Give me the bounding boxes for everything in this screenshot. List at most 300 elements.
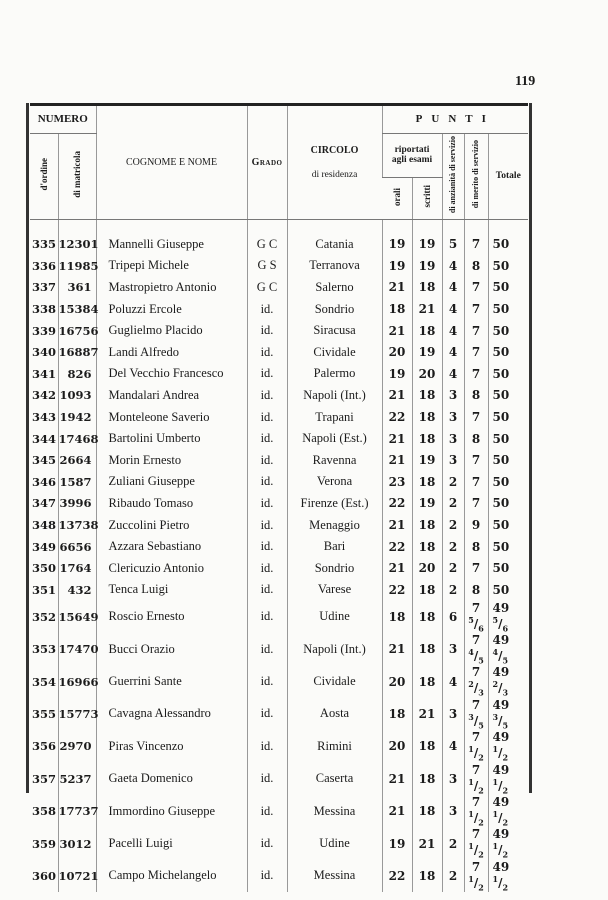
cell-matricola: 1942 — [58, 406, 96, 428]
cell-matricola: 12301 — [58, 219, 96, 255]
cell-grado: id. — [247, 341, 287, 363]
cell-matricola: 13738 — [58, 514, 96, 536]
page-number: 119 — [515, 74, 536, 89]
cell-nome: Zuccolini Pietro — [96, 514, 247, 536]
cell-orali: 22 — [382, 406, 412, 428]
cell-circolo: Ravenna — [287, 449, 382, 471]
cell-ordine: 343 — [32, 410, 57, 425]
cell-totale: 49 $^1/_2$ — [488, 730, 528, 762]
header-circolo — [287, 106, 382, 219]
cell-scritti: 19 — [412, 255, 442, 277]
cell-anzianita: 2 — [442, 579, 464, 601]
cell-ordine: 348 — [32, 518, 57, 533]
table-row — [30, 493, 528, 515]
cell-totale: 50 — [488, 579, 528, 601]
cell-scritti: 19 — [412, 449, 442, 471]
cell-ordine: 346 — [32, 474, 57, 489]
cell-nome: Del Vecchio Francesco — [96, 363, 247, 385]
cell-anzianita: 4 — [442, 730, 464, 762]
cell-anzianita: 4 — [442, 277, 464, 299]
cell-orali: 20 — [382, 665, 412, 697]
cell-anzianita: 4 — [442, 665, 464, 697]
cell-matricola: 2664 — [58, 449, 96, 471]
cell-matricola: 16756 — [58, 320, 96, 342]
cell-grado: G C — [247, 219, 287, 255]
cell-merito: 7 — [464, 406, 488, 428]
cell-orali: 21 — [382, 514, 412, 536]
cell-scritti: 21 — [412, 698, 442, 730]
cell-merito: 7 $^1/_2$ — [464, 763, 488, 795]
table-row — [30, 406, 528, 428]
cell-scritti: 18 — [412, 385, 442, 407]
cell-matricola: 3996 — [58, 493, 96, 515]
cell-matricola: 10721 — [58, 860, 96, 892]
cell-matricola: 16966 — [58, 665, 96, 697]
cell-ordine: 341 — [32, 366, 57, 381]
cell-totale: 50 — [488, 385, 528, 407]
cell-anzianita: 2 — [442, 471, 464, 493]
cell-nome: Tenca Luigi — [96, 579, 247, 601]
cell-merito: 8 — [464, 579, 488, 601]
cell-anzianita: 4 — [442, 298, 464, 320]
cell-circolo: Varese — [287, 579, 382, 601]
table-row — [30, 795, 528, 827]
cell-circolo: Udine — [287, 827, 382, 859]
cell-scritti: 18 — [412, 860, 442, 892]
cell-totale: 50 — [488, 449, 528, 471]
header-grado: Grado — [247, 106, 287, 219]
cell-orali: 20 — [382, 730, 412, 762]
header-circolo-title: CIRCOLO — [310, 144, 359, 156]
cell-merito: 8 — [464, 385, 488, 407]
cell-scritti: 18 — [412, 633, 442, 665]
cell-grado: id. — [247, 763, 287, 795]
table-row — [30, 601, 528, 633]
cell-merito: 7 — [464, 298, 488, 320]
cell-ordine: 337 — [32, 280, 57, 295]
cell-nome: Immordino Giuseppe — [96, 795, 247, 827]
header-scritti: scritti — [412, 177, 442, 219]
cell-ordine: 339 — [32, 323, 57, 338]
cell-grado: id. — [247, 579, 287, 601]
cell-ordine: 352 — [32, 609, 57, 624]
cell-ordine: 359 — [32, 836, 57, 851]
table-row — [30, 385, 528, 407]
cell-anzianita: 4 — [442, 341, 464, 363]
cell-orali: 19 — [382, 255, 412, 277]
cell-anzianita: 2 — [442, 860, 464, 892]
cell-merito: 8 — [464, 255, 488, 277]
cell-ordine: 344 — [32, 431, 57, 446]
cell-scritti: 18 — [412, 406, 442, 428]
cell-ordine: 354 — [32, 674, 57, 689]
cell-circolo: Verona — [287, 471, 382, 493]
cell-circolo: Aosta — [287, 698, 382, 730]
cell-anzianita: 2 — [442, 557, 464, 579]
header-cognome-nome: COGNOME E NOME — [96, 106, 247, 219]
cell-ordine: 347 — [32, 496, 57, 511]
header-orali: orali — [382, 177, 412, 219]
cell-nome: Tripepi Michele — [96, 255, 247, 277]
table-row — [30, 428, 528, 450]
header-residenza: di residenza — [311, 169, 358, 180]
cell-anzianita: 3 — [442, 698, 464, 730]
cell-orali: 22 — [382, 579, 412, 601]
cell-matricola: 16887 — [58, 341, 96, 363]
cell-matricola: 3012 — [58, 827, 96, 859]
cell-anzianita: 3 — [442, 406, 464, 428]
cell-circolo: Bari — [287, 536, 382, 558]
cell-totale: 50 — [488, 536, 528, 558]
cell-grado: G C — [247, 277, 287, 299]
cell-grado: id. — [247, 633, 287, 665]
cell-scritti: 19 — [412, 219, 442, 255]
cell-totale: 49 $^3/_5$ — [488, 698, 528, 730]
cell-grado: id. — [247, 665, 287, 697]
cell-anzianita: 5 — [442, 219, 464, 255]
cell-anzianita: 4 — [442, 255, 464, 277]
cell-totale: 49 $^4/_5$ — [488, 633, 528, 665]
cell-circolo: Palermo — [287, 363, 382, 385]
cell-merito: 7 — [464, 363, 488, 385]
cell-merito: 7 $^1/_2$ — [464, 730, 488, 762]
cell-matricola: 2970 — [58, 730, 96, 762]
cell-orali: 21 — [382, 633, 412, 665]
table-row — [30, 514, 528, 536]
table-row — [30, 730, 528, 762]
table-row — [30, 298, 528, 320]
cell-nome: Monteleone Saverio — [96, 406, 247, 428]
cell-anzianita: 4 — [442, 320, 464, 342]
cell-anzianita: 2 — [442, 493, 464, 515]
cell-orali: 21 — [382, 557, 412, 579]
cell-orali: 18 — [382, 601, 412, 633]
cell-merito: 7 — [464, 320, 488, 342]
cell-merito: 7 $^3/_5$ — [464, 698, 488, 730]
cell-totale: 49 $^1/_2$ — [488, 763, 528, 795]
cell-scritti: 18 — [412, 471, 442, 493]
cell-ordine: 356 — [32, 739, 57, 754]
cell-grado: id. — [247, 471, 287, 493]
cell-merito: 7 $^4/_5$ — [464, 633, 488, 665]
cell-merito: 7 — [464, 493, 488, 515]
cell-grado: id. — [247, 860, 287, 892]
cell-totale: 50 — [488, 255, 528, 277]
cell-orali: 21 — [382, 449, 412, 471]
cell-circolo: Messina — [287, 860, 382, 892]
cell-scritti: 18 — [412, 579, 442, 601]
cell-grado: id. — [247, 827, 287, 859]
cell-matricola: 361 — [58, 277, 96, 299]
cell-circolo: Rimini — [287, 730, 382, 762]
table-row — [30, 277, 528, 299]
cell-totale: 49 $^5/_6$ — [488, 601, 528, 633]
cell-circolo: Sondrio — [287, 298, 382, 320]
cell-matricola: 15649 — [58, 601, 96, 633]
cell-anzianita: 3 — [442, 428, 464, 450]
cell-grado: id. — [247, 493, 287, 515]
table-row — [30, 579, 528, 601]
cell-grado: id. — [247, 363, 287, 385]
table-row — [30, 557, 528, 579]
cell-orali: 19 — [382, 219, 412, 255]
cell-totale: 50 — [488, 219, 528, 255]
cell-orali: 19 — [382, 827, 412, 859]
cell-nome: Piras Vincenzo — [96, 730, 247, 762]
cell-scritti: 18 — [412, 665, 442, 697]
cell-scritti: 18 — [412, 763, 442, 795]
cell-scritti: 18 — [412, 601, 442, 633]
cell-merito: 7 $^5/_6$ — [464, 601, 488, 633]
cell-ordine: 336 — [32, 258, 57, 273]
cell-circolo: Salerno — [287, 277, 382, 299]
cell-scritti: 21 — [412, 298, 442, 320]
cell-ordine: 345 — [32, 453, 57, 468]
cell-scritti: 19 — [412, 493, 442, 515]
cell-grado: id. — [247, 698, 287, 730]
cell-orali: 21 — [382, 795, 412, 827]
cell-orali: 21 — [382, 277, 412, 299]
cell-circolo: Udine — [287, 601, 382, 633]
cell-nome: Poluzzi Ercole — [96, 298, 247, 320]
cell-orali: 21 — [382, 763, 412, 795]
cell-circolo: Menaggio — [287, 514, 382, 536]
cell-scritti: 20 — [412, 363, 442, 385]
cell-totale: 49 $^1/_2$ — [488, 827, 528, 859]
table-row — [30, 219, 528, 255]
cell-ordine: 335 — [32, 237, 57, 252]
cell-nome: Clericuzio Antonio — [96, 557, 247, 579]
cell-totale: 50 — [488, 341, 528, 363]
cell-circolo: Cividale — [287, 341, 382, 363]
cell-nome: Ribaudo Tomaso — [96, 493, 247, 515]
cell-nome: Roscio Ernesto — [96, 601, 247, 633]
cell-totale: 49 $^1/_2$ — [488, 860, 528, 892]
cell-circolo: Sondrio — [287, 557, 382, 579]
table-row — [30, 860, 528, 892]
cell-circolo: Napoli (Int.) — [287, 385, 382, 407]
cell-ordine: 351 — [32, 582, 57, 597]
cell-anzianita: 3 — [442, 633, 464, 665]
cell-orali: 20 — [382, 341, 412, 363]
cell-totale: 50 — [488, 514, 528, 536]
cell-grado: id. — [247, 557, 287, 579]
cell-anzianita: 6 — [442, 601, 464, 633]
cell-scritti: 19 — [412, 341, 442, 363]
cell-anzianita: 3 — [442, 763, 464, 795]
cell-circolo: Cividale — [287, 665, 382, 697]
table-row — [30, 633, 528, 665]
cell-matricola: 5237 — [58, 763, 96, 795]
cell-matricola: 17470 — [58, 633, 96, 665]
cell-ordine: 338 — [32, 302, 57, 317]
cell-orali: 21 — [382, 385, 412, 407]
table-row — [30, 665, 528, 697]
cell-matricola: 1093 — [58, 385, 96, 407]
cell-grado: id. — [247, 406, 287, 428]
table-row — [30, 471, 528, 493]
cell-scritti: 21 — [412, 827, 442, 859]
cell-totale: 50 — [488, 428, 528, 450]
table-row — [30, 341, 528, 363]
cell-grado: G S — [247, 255, 287, 277]
cell-merito: 9 — [464, 514, 488, 536]
cell-anzianita: 2 — [442, 827, 464, 859]
cell-matricola: 15773 — [58, 698, 96, 730]
cell-orali: 18 — [382, 298, 412, 320]
cell-matricola: 1764 — [58, 557, 96, 579]
cell-matricola: 11985 — [58, 255, 96, 277]
cell-circolo: Messina — [287, 795, 382, 827]
cell-merito: 7 $^1/_2$ — [464, 795, 488, 827]
cell-ordine: 353 — [32, 642, 57, 657]
cell-nome: Guglielmo Placido — [96, 320, 247, 342]
cell-ordine: 349 — [32, 539, 57, 554]
cell-nome: Gaeta Domenico — [96, 763, 247, 795]
cell-ordine: 340 — [32, 345, 57, 360]
cell-ordine: 357 — [32, 771, 57, 786]
cell-matricola: 6656 — [58, 536, 96, 558]
table-row — [30, 763, 528, 795]
cell-merito: 7 — [464, 277, 488, 299]
cell-grado: id. — [247, 428, 287, 450]
cell-circolo: Catania — [287, 219, 382, 255]
cell-anzianita: 2 — [442, 514, 464, 536]
cell-orali: 22 — [382, 536, 412, 558]
header-totale: Totale — [488, 133, 528, 219]
cell-anzianita: 2 — [442, 536, 464, 558]
cell-circolo: Napoli (Int.) — [287, 633, 382, 665]
cell-scritti: 20 — [412, 557, 442, 579]
cell-totale: 49 $^1/_2$ — [488, 795, 528, 827]
cell-totale: 50 — [488, 277, 528, 299]
cell-circolo: Trapani — [287, 406, 382, 428]
cell-totale: 50 — [488, 320, 528, 342]
cell-nome: Azzara Sebastiano — [96, 536, 247, 558]
cell-orali: 19 — [382, 363, 412, 385]
cell-matricola: 17737 — [58, 795, 96, 827]
header-punti: PUNTI — [382, 106, 528, 133]
cell-nome: Mastropietro Antonio — [96, 277, 247, 299]
cell-merito: 7 $^1/_2$ — [464, 827, 488, 859]
cell-scritti: 18 — [412, 428, 442, 450]
cell-grado: id. — [247, 601, 287, 633]
cell-matricola: 432 — [58, 579, 96, 601]
cell-nome: Bartolini Umberto — [96, 428, 247, 450]
cell-circolo: Caserta — [287, 763, 382, 795]
cell-matricola: 1587 — [58, 471, 96, 493]
cell-matricola: 17468 — [58, 428, 96, 450]
cell-totale: 49 $^2/_3$ — [488, 665, 528, 697]
header-riportati: riportati agli esami — [382, 133, 442, 177]
table-row — [30, 536, 528, 558]
table-row — [30, 827, 528, 859]
cell-scritti: 18 — [412, 277, 442, 299]
cell-nome: Campo Michelangelo — [96, 860, 247, 892]
cell-totale: 50 — [488, 557, 528, 579]
cell-matricola: 15384 — [58, 298, 96, 320]
cell-merito: 7 — [464, 219, 488, 255]
cell-ordine: 342 — [32, 388, 57, 403]
cell-nome: Pacelli Luigi — [96, 827, 247, 859]
cell-orali: 22 — [382, 860, 412, 892]
cell-totale: 50 — [488, 493, 528, 515]
header-ordine: d'ordine — [30, 133, 58, 219]
cell-totale: 50 — [488, 298, 528, 320]
header-merito: di merito di servizio — [464, 133, 488, 219]
header-numero: NUMERO — [30, 106, 96, 133]
cell-ordine: 355 — [32, 706, 57, 721]
cell-nome: Landi Alfredo — [96, 341, 247, 363]
cell-circolo: Siracusa — [287, 320, 382, 342]
cell-merito: 7 — [464, 449, 488, 471]
cell-orali: 18 — [382, 698, 412, 730]
cell-nome: Morin Ernesto — [96, 449, 247, 471]
table-row — [30, 698, 528, 730]
cell-merito: 7 $^2/_3$ — [464, 665, 488, 697]
cell-orali: 22 — [382, 493, 412, 515]
cell-scritti: 18 — [412, 536, 442, 558]
cell-scritti: 18 — [412, 320, 442, 342]
cell-orali: 21 — [382, 320, 412, 342]
cell-grado: id. — [247, 449, 287, 471]
header-anzianita: di anzianità di servizio — [442, 133, 464, 219]
table-row — [30, 363, 528, 385]
cell-orali: 21 — [382, 428, 412, 450]
cell-anzianita: 3 — [442, 385, 464, 407]
cell-merito: 8 — [464, 428, 488, 450]
cell-ordine: 360 — [32, 868, 57, 883]
cell-scritti: 18 — [412, 730, 442, 762]
cell-circolo: Firenze (Est.) — [287, 493, 382, 515]
ranking-table — [30, 103, 528, 892]
cell-merito: 7 $^1/_2$ — [464, 860, 488, 892]
cell-anzianita: 4 — [442, 363, 464, 385]
cell-circolo: Terranova — [287, 255, 382, 277]
cell-merito: 7 — [464, 341, 488, 363]
cell-nome: Cavagna Alessandro — [96, 698, 247, 730]
cell-grado: id. — [247, 514, 287, 536]
table-row — [30, 449, 528, 471]
cell-merito: 8 — [464, 536, 488, 558]
cell-orali: 23 — [382, 471, 412, 493]
cell-nome: Guerrini Sante — [96, 665, 247, 697]
header-matricola: di matricola — [58, 133, 96, 219]
cell-nome: Mandalari Andrea — [96, 385, 247, 407]
cell-grado: id. — [247, 730, 287, 762]
cell-grado: id. — [247, 298, 287, 320]
cell-grado: id. — [247, 385, 287, 407]
cell-circolo: Napoli (Est.) — [287, 428, 382, 450]
cell-totale: 50 — [488, 363, 528, 385]
cell-matricola: 826 — [58, 363, 96, 385]
cell-nome: Zuliani Giuseppe — [96, 471, 247, 493]
table-row — [30, 320, 528, 342]
cell-grado: id. — [247, 795, 287, 827]
cell-merito: 7 — [464, 557, 488, 579]
cell-totale: 50 — [488, 406, 528, 428]
cell-merito: 7 — [464, 471, 488, 493]
cell-anzianita: 3 — [442, 795, 464, 827]
cell-nome: Bucci Orazio — [96, 633, 247, 665]
cell-anzianita: 3 — [442, 449, 464, 471]
cell-totale: 50 — [488, 471, 528, 493]
cell-ordine: 358 — [32, 804, 57, 819]
cell-scritti: 18 — [412, 514, 442, 536]
cell-grado: id. — [247, 320, 287, 342]
cell-scritti: 18 — [412, 795, 442, 827]
cell-grado: id. — [247, 536, 287, 558]
